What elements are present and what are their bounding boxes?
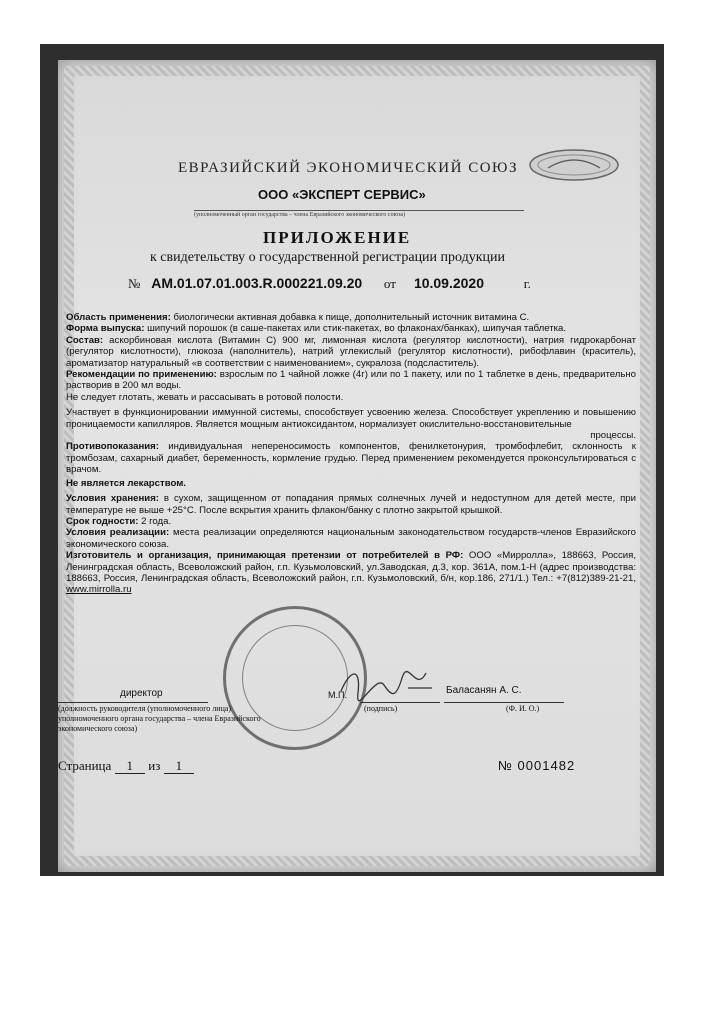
- signature-line: [360, 702, 440, 703]
- page-label: Страница: [58, 758, 112, 773]
- website-link[interactable]: www.mirrolla.ru: [66, 584, 132, 596]
- certificate-body: [66, 312, 636, 596]
- page-total: 1: [164, 758, 195, 774]
- composition-paragraph: [66, 335, 636, 369]
- year-suffix: г.: [523, 276, 531, 291]
- not-medicine-note: Не является лекарством.: [66, 477, 186, 489]
- date-prefix: от: [383, 276, 396, 291]
- storage-label: Условия хранения:: [66, 493, 159, 505]
- certificate-page: [58, 60, 656, 872]
- organization-name: ООО «ЭКСПЕРТ СЕРВИС»: [258, 187, 426, 202]
- eaeu-emblem-icon: [528, 148, 620, 182]
- seal-place: М.П.: [328, 690, 347, 700]
- scope-text: биологически активная добавка к пище, дополнительный источник витамина С.: [170, 312, 530, 323]
- storage-text: в сухом, защищенном от попадания прямых солнечных лучей и недоступном для детей месте, при температуре не выше +25°С. После вскрытия хранить флакон/банку с плотно закрытой крышкой.: [66, 493, 636, 516]
- form-paragraph: [66, 323, 636, 334]
- effect-paragraph: Участвует в функционировании иммунной системы, способствует усвоению железа. Способствует укреплению и повышению проницаемости капилляров. Является мощным антиоксидантом, нормализует окислительно-восстановительные: [66, 407, 636, 430]
- form-number: № 0001482: [498, 758, 576, 773]
- union-title: ЕВРАЗИЙСКИЙ ЭКОНОМИЧЕСКИЙ СОЮЗ: [178, 160, 518, 176]
- position-line: [58, 702, 208, 703]
- signer-position: директор: [120, 688, 163, 699]
- usage-note: Не следует глотать, жевать и рассасывать в ротовой полости.: [66, 391, 344, 403]
- usage-paragraph: [66, 369, 636, 392]
- usage-text: взрослым по 1 чайной ложке (4г) или по 1 пакету, или по 1 таблетке в день, предварительно растворив в 200 мл воды.: [66, 369, 636, 392]
- scanned-document: [40, 44, 664, 876]
- page-title: ПРИЛОЖЕНИЕ: [263, 228, 412, 247]
- registration-number: AM.01.07.01.003.R.000221.09.20: [151, 275, 363, 291]
- storage-paragraph: [66, 493, 636, 516]
- shelf-life-paragraph: [66, 516, 636, 527]
- page-subtitle: к свидетельству о государственной регистрации продукции: [150, 250, 506, 265]
- form-text: шипучий порошок (в саше-пакетах или стик-пакетах, во флаконах/банках), шипучая таблетка.: [144, 323, 567, 335]
- sale-label: Условия реализации:: [66, 527, 170, 539]
- contraindications-label: Противопоказания:: [66, 441, 159, 453]
- form-label: Форма выпуска:: [66, 323, 145, 335]
- signature-caption: (подпись): [364, 704, 398, 713]
- scope-label: Область применения:: [66, 312, 171, 323]
- manufacturer-label: Изготовитель и организация, принимающая претензии от потребителей в РФ:: [66, 550, 464, 562]
- sale-text: места реализации определяются национальным законодательством государств-членов Евразийского экономического союза.: [66, 527, 636, 550]
- handwritten-signature: [336, 663, 446, 703]
- page-counter: [58, 758, 194, 774]
- scope-paragraph: [66, 312, 636, 323]
- manufacturer-text: ООО «Мирролла», 188663, Россия, Ленинградская область, Всеволожский район, г.п. Кузьмоловский, ул.Заводская, д.3, кор. 361А, пом.1-Н (адрес производства: 188663, Россия, Ленинградская область, Всеволожский район, г.п. Кузьмоловский, б/н, кор.186, 271/1.) Тел.: +7(812)389-21-21,: [66, 550, 636, 584]
- registration-line: [128, 275, 531, 292]
- composition-text: аскорбиновая кислота (Витамин С) 900 мг, лимонная кислота (регулятор кислотности), натрия гидрокарбонат (регулятор кислотности), глюкоза (наполнитель), натрий углекислый (регулятор кислотности), рибофлавин (краситель), ароматизатор натуральный «в соответствии с наименованием», сукралоза (подсластитель).: [66, 334, 636, 369]
- name-line: [444, 702, 564, 703]
- shelf-life-label: Срок годности:: [66, 515, 139, 527]
- usage-label: Рекомендации по применению:: [66, 369, 217, 381]
- contraindications-paragraph: [66, 441, 636, 475]
- composition-label: Состав:: [66, 334, 104, 346]
- registration-date: 10.09.2020: [413, 275, 485, 291]
- manufacturer-paragraph: [66, 550, 636, 596]
- contraindications-text: индивидуальная непереносимость компонентов, фенилкетонурия, тромбофлебит, склонность к тромбозам, сахарный диабет, беременность, кормление грудью. Перед применением рекомендуется проконсультироваться с врачом.: [66, 441, 636, 476]
- effect-tail: процессы.: [590, 430, 636, 442]
- page-current: 1: [115, 758, 146, 774]
- position-caption: (должность руководителя (уполномоченного лица) уполномоченного органа государства – члена Евразийского экономического союза): [58, 704, 261, 733]
- page-of: из: [148, 758, 161, 773]
- organization-caption: (уполномоченный орган государства – члена Евразийского экономического союза): [194, 210, 524, 218]
- name-caption: (Ф. И. О.): [506, 704, 540, 713]
- sale-paragraph: [66, 527, 636, 550]
- shelf-life-text: 2 года.: [138, 515, 172, 527]
- signer-name: Баласанян А. С.: [446, 685, 522, 696]
- number-prefix: №: [128, 276, 141, 291]
